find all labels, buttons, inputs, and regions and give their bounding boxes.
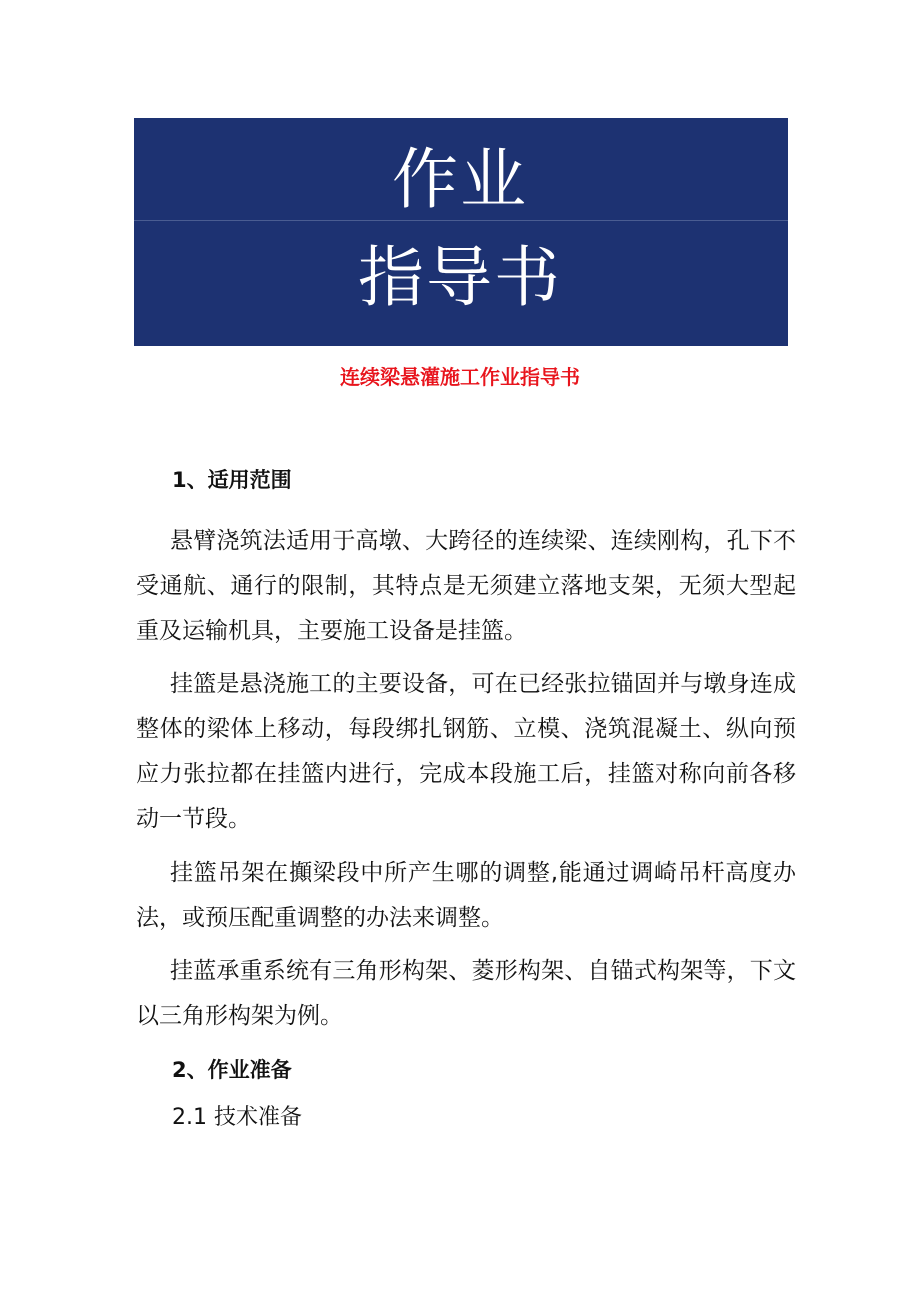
section-heading-scope: 1、适用范围: [172, 468, 292, 492]
paragraph: 挂篮吊架在攧梁段中所产生哪的调整,能通过调崎吊杆高度办法，或预压配重调整的办法来调整。: [136, 860, 796, 931]
banner-title-line1: 作业: [392, 141, 528, 218]
paragraph: 挂蓝承重系统有三角形构架、菱形构架、自锚式构架等，下文以三角形构架为例。: [136, 958, 796, 1029]
section-heading-preparation: 2、作业准备: [172, 1058, 292, 1082]
banner-title-line2: 指导书: [358, 239, 562, 316]
document-title: 连续梁悬灌施工作业指导书: [340, 365, 580, 389]
subsection-heading-technical: 2.1 技术准备: [172, 1105, 302, 1130]
paragraph: 悬臂浇筑法适用于高墩、大跨径的连续梁、连续刚构，孔下不受通航、通行的限制，其特点是无须建立落地支架，无须大型起重及运输机具，主要施工设备是挂篮。: [136, 528, 796, 644]
paragraph: 挂篮是悬浇施工的主要设备，可在已经张拉锚固并与墩身连成整体的梁体上移动，每段绑扎钢筋、立模、浇筑混凝土、纵向预应力张拉都在挂篮内进行，完成本段施工后，挂篮对称向前各移动一节段。: [136, 671, 796, 832]
banner-divider: [134, 220, 788, 221]
